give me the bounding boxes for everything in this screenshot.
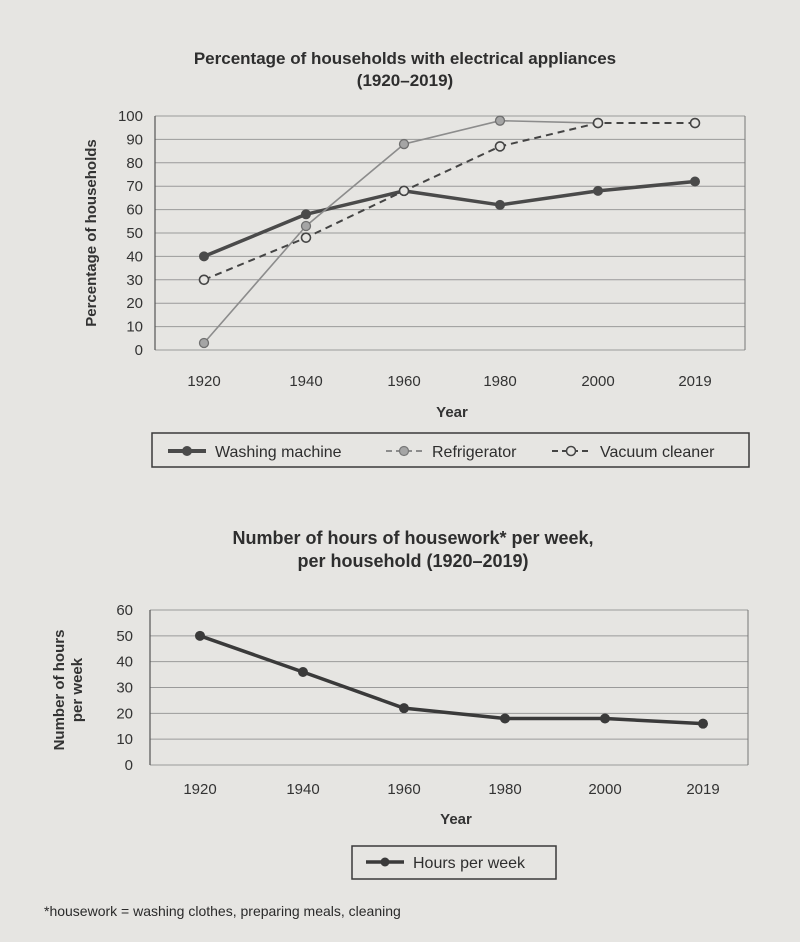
chart2-y-ticks <box>116 602 133 774</box>
data-point-washing-machine <box>301 209 311 219</box>
y-tick-label: 20 <box>116 705 133 723</box>
data-point-vacuum-cleaner <box>496 142 505 151</box>
housework-chart <box>51 528 748 879</box>
chart1-y-axis-label: Percentage of households <box>83 139 100 327</box>
y-tick-label: 70 <box>126 178 143 196</box>
legend-label-vacuum-cleaner: Vacuum cleaner <box>600 444 715 461</box>
chart1-y-ticks <box>118 108 143 359</box>
chart1-title: Percentage of households with electrical appliances <box>193 49 617 68</box>
x-tick-label: 2000 <box>588 781 622 798</box>
y-tick-label: 50 <box>126 225 143 242</box>
data-point-refrigerator <box>400 140 409 149</box>
legend-marker-hours-per-week <box>381 858 390 867</box>
series-washing-machine <box>199 177 700 262</box>
legend-marker-refrigerator <box>400 447 409 456</box>
data-point-hours-per-week <box>399 703 409 713</box>
data-point-hours-per-week <box>500 714 510 724</box>
chart2-subtitle: per household (1920–2019) <box>297 551 529 571</box>
series-hours-per-week <box>195 631 708 729</box>
x-tick-label: 2019 <box>686 781 720 798</box>
y-tick-label: 40 <box>116 653 133 671</box>
chart2-gridlines <box>150 610 748 765</box>
y-tick-label: 30 <box>116 679 133 697</box>
x-tick-label: 2000 <box>581 373 615 390</box>
x-tick-label: 1960 <box>387 373 421 390</box>
data-point-vacuum-cleaner <box>594 119 603 128</box>
chart2-x-axis-label: Year <box>440 811 472 828</box>
x-tick-label: 1920 <box>183 781 217 798</box>
legend-marker-washing-machine <box>182 446 192 456</box>
y-tick-label: 60 <box>126 201 143 219</box>
x-tick-label: 1940 <box>286 781 320 798</box>
chart1-x-axis-label: Year <box>436 404 468 421</box>
data-point-refrigerator <box>200 338 209 347</box>
chart1-subtitle: (1920–2019) <box>356 71 454 90</box>
data-point-washing-machine <box>690 177 700 187</box>
x-tick-label: 1980 <box>483 373 517 390</box>
data-point-hours-per-week <box>600 714 610 724</box>
series-line-hours-per-week <box>200 636 703 724</box>
data-point-vacuum-cleaner <box>400 186 409 195</box>
chart2-y-axis-label-line2: per week <box>69 657 86 723</box>
y-tick-label: 20 <box>126 295 143 313</box>
y-tick-label: 30 <box>126 271 143 289</box>
chart2-legend <box>352 846 556 879</box>
y-tick-label: 100 <box>117 108 143 125</box>
chart1-series <box>199 116 700 347</box>
data-point-hours-per-week <box>698 719 708 729</box>
chart1-x-ticks <box>187 373 711 390</box>
x-tick-label: 1960 <box>387 781 421 798</box>
chart2-x-ticks <box>183 781 719 798</box>
legend-item-refrigerator <box>386 444 517 461</box>
y-tick-label: 10 <box>116 731 133 749</box>
legend-label-hours-per-week: Hours per week <box>413 855 526 872</box>
x-tick-label: 1980 <box>488 781 522 798</box>
data-point-refrigerator <box>496 116 505 125</box>
chart1-legend <box>152 433 749 467</box>
legend-label-washing-machine: Washing machine <box>215 444 342 461</box>
chart2-series <box>195 631 708 729</box>
data-point-hours-per-week <box>195 631 205 641</box>
y-tick-label: 10 <box>126 318 143 336</box>
footnote: *housework = washing clothes, preparing meals, cleaning <box>44 903 401 919</box>
x-tick-label: 1920 <box>187 373 221 390</box>
legend-item-washing-machine <box>168 444 342 461</box>
data-point-vacuum-cleaner <box>200 275 209 284</box>
y-tick-label: 50 <box>116 627 133 645</box>
data-point-hours-per-week <box>298 667 308 677</box>
legend-marker-vacuum-cleaner <box>567 447 576 456</box>
data-point-washing-machine <box>593 186 603 196</box>
chart1-gridlines <box>155 116 745 350</box>
data-point-washing-machine <box>495 200 505 210</box>
data-point-vacuum-cleaner <box>691 119 700 128</box>
series-line-washing-machine <box>204 182 695 257</box>
x-tick-label: 2019 <box>678 373 712 390</box>
y-tick-label: 90 <box>126 131 143 149</box>
y-tick-label: 40 <box>126 248 143 266</box>
series-vacuum-cleaner <box>200 119 700 285</box>
data-point-washing-machine <box>199 251 209 261</box>
y-tick-label: 60 <box>116 602 133 619</box>
chart2-y-axis-label-line1: Number of hours <box>51 629 68 751</box>
appliances-chart <box>83 49 749 467</box>
y-tick-label: 0 <box>124 757 133 774</box>
legend-label-refrigerator: Refrigerator <box>432 444 517 461</box>
legend-item-vacuum-cleaner <box>552 444 715 461</box>
y-tick-label: 80 <box>126 154 143 172</box>
chart2-title: Number of hours of housework* per week, <box>232 528 594 548</box>
data-point-refrigerator <box>302 221 311 230</box>
y-tick-label: 0 <box>134 342 143 359</box>
data-point-vacuum-cleaner <box>302 233 311 242</box>
x-tick-label: 1940 <box>289 373 323 390</box>
